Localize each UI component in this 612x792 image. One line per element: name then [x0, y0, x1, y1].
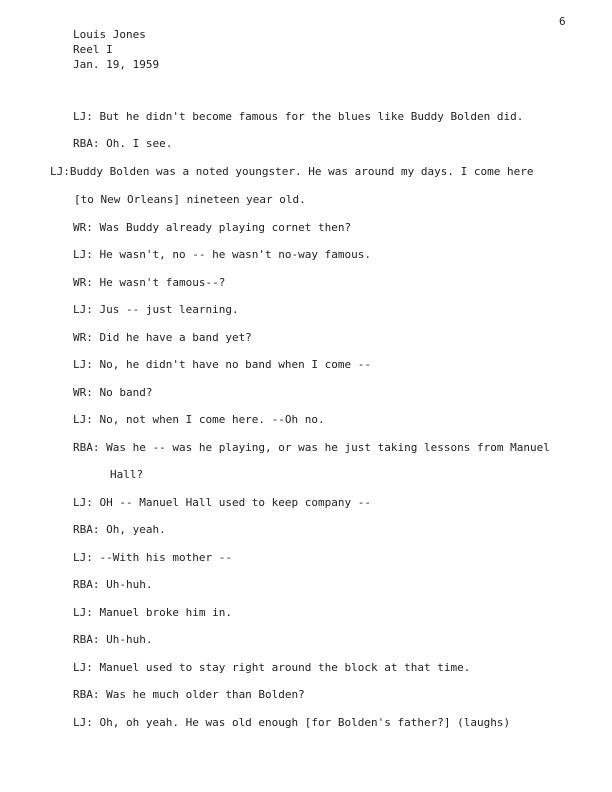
- transcript-line: LJ: Manuel broke him in.: [73, 606, 232, 619]
- page-number: 6: [559, 15, 566, 28]
- transcript-line: LJ: He wasn't, no -- he wasn't no-way famous.: [73, 248, 372, 261]
- transcript-line: [to New Orleans] nineteen year old.: [74, 193, 306, 206]
- transcript-line: LJ: --With his mother --: [73, 551, 232, 564]
- transcript-line: LJ: No, he didn't have no band when I come --: [73, 358, 372, 371]
- transcript-line: WR: No band?: [73, 386, 153, 399]
- transcript-line: RBA: Was he -- was he playing, or was he just taking lessons from Manuel: [73, 441, 550, 454]
- transcript-line: RBA: Uh-huh.: [73, 633, 153, 646]
- interview-date: Jan. 19, 1959: [73, 58, 160, 71]
- transcript-line: WR: Was Buddy already playing cornet then?: [73, 221, 352, 234]
- interviewee-name: Louis Jones: [73, 28, 146, 41]
- transcript-line: RBA: Oh. I see.: [73, 137, 173, 150]
- reel-label: Reel I: [73, 43, 113, 56]
- transcript-line: LJ:Buddy Bolden was a noted youngster. He was around my days. I come here: [50, 165, 534, 178]
- transcript-line: LJ: Manuel used to stay right around the block at that time.: [73, 661, 471, 674]
- transcript-line: Hall?: [110, 468, 144, 481]
- transcript-line: LJ: OH -- Manuel Hall used to keep company --: [73, 496, 372, 509]
- transcript-line: RBA: Oh, yeah.: [73, 523, 166, 536]
- transcript-line: RBA: Uh-huh.: [73, 578, 153, 591]
- transcript-line: RBA: Was he much older than Bolden?: [73, 688, 305, 701]
- transcript-line: LJ: Oh, oh yeah. He was old enough [for Bolden's father?] (laughs): [73, 716, 511, 729]
- transcript-line: LJ: No, not when I come here. --Oh no.: [73, 413, 325, 426]
- transcript-header: [73, 27, 159, 72]
- transcript-line: LJ: Jus -- just learning.: [73, 303, 239, 316]
- transcript-line: WR: Did he have a band yet?: [73, 331, 252, 344]
- transcript-line: LJ: But he didn't become famous for the blues like Buddy Bolden did.: [73, 110, 524, 123]
- transcript-line: WR: He wasn't famous--?: [73, 276, 226, 289]
